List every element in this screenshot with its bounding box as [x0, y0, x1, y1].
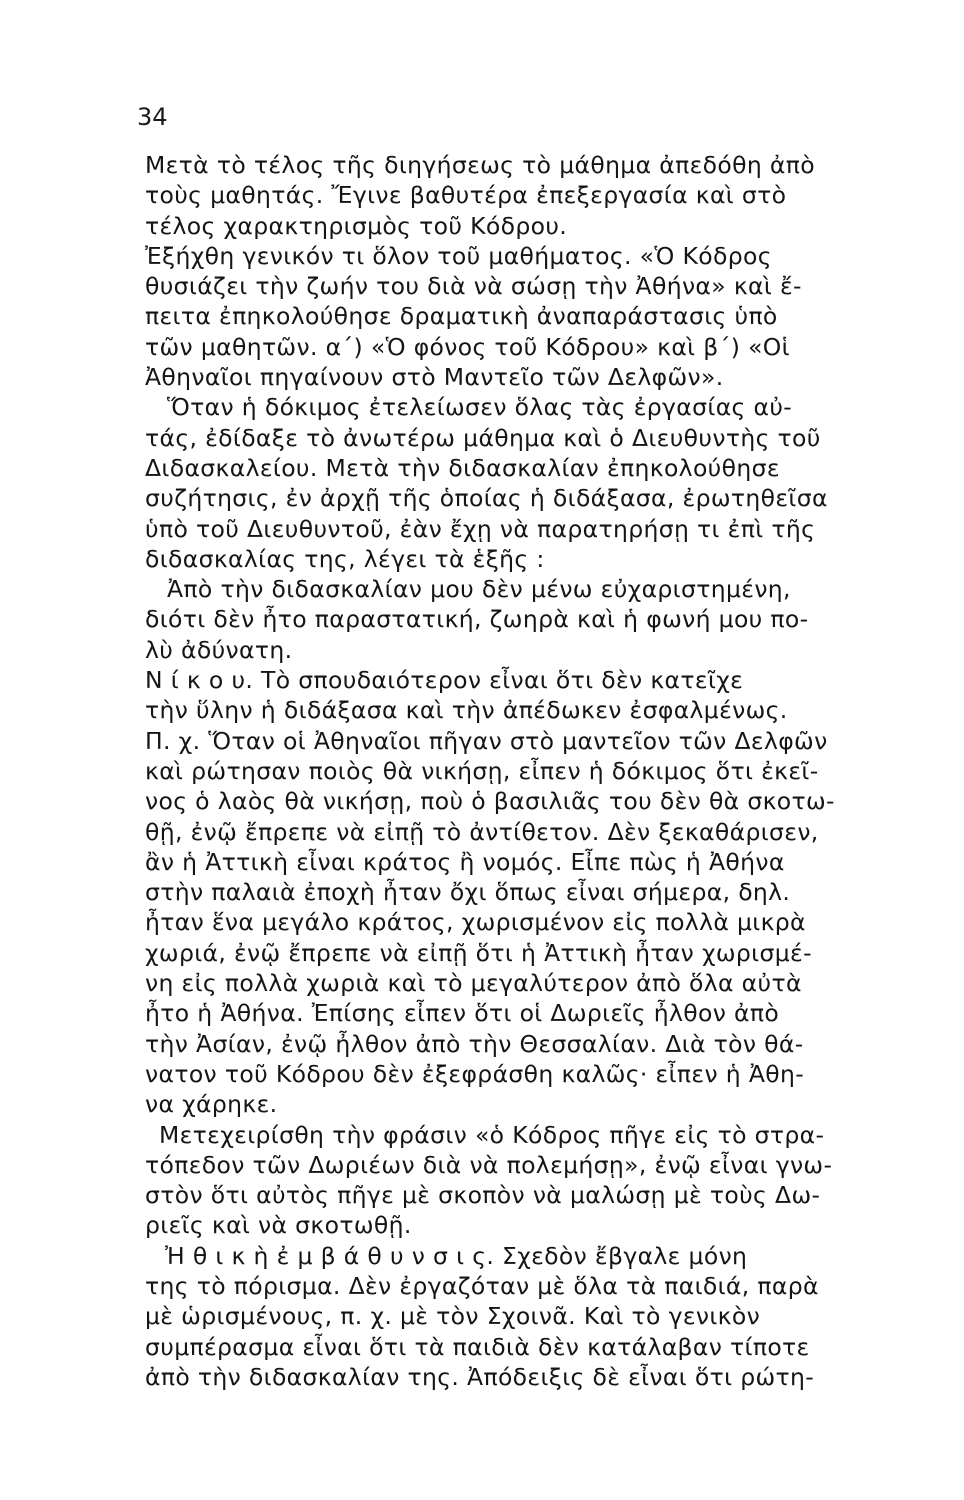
text-line: τέλος χαρακτηρισμὸς τοῦ Κόδρου. — [145, 211, 568, 240]
body-text — [145, 150, 885, 1392]
page-number: 34 — [137, 103, 168, 131]
text-line: τῶν μαθητῶν. α΄) «Ὁ φόνος τοῦ Κόδρου» καὶ β΄) «Οἱ — [145, 332, 790, 361]
text-line: στὴν παλαιὰ ἐποχὴ ἦταν ὄχι ὅπως εἶναι σήμερα, δηλ. — [145, 878, 791, 907]
text-line: Μετὰ τὸ τέλος τῆς διηγήσεως τὸ μάθημα ἀπεδόθη ἀπὸ — [145, 151, 815, 179]
text-line: τὴν Ἀσίαν, ἐνῷ ἦλθον ἀπὸ τὴν Θεσσαλίαν. Διὰ τὸν θά- — [145, 1029, 804, 1058]
text-line: Ὅταν ἡ δόκιμος ἐτελείωσεν ὅλας τὰς ἐργασίας αὐ- — [167, 393, 793, 422]
text-line: Διδασκαλείου. Μετὰ τὴν διδασκαλίαν ἐπηκολούθησε — [145, 453, 780, 482]
text-line: θυσιάζει τὴν ζωήν του διὰ νὰ σώσῃ τὴν Ἀθήνα» καὶ ἔ- — [145, 272, 802, 301]
text-line: Ἐξήχθη γενικόν τι ὅλον τοῦ μαθήματος. «Ὁ Κόδρος — [145, 241, 772, 270]
text-line: λὺ ἀδύνατη. — [145, 635, 293, 664]
text-line: θῇ, ἐνῷ ἔπρεπε νὰ εἰπῇ τὸ ἀντίθετον. Δὲν ξεκαθάρισεν, — [145, 817, 819, 846]
text-line: Π. χ. Ὅταν οἱ Ἀθηναῖοι πῆγαν στὸ μαντεῖον τῶν Δελφῶν — [145, 726, 828, 755]
text-line: νη εἰς πολλὰ χωριὰ καὶ τὸ μεγαλύτερον ἀπὸ ὅλα αὐτὰ — [145, 969, 802, 998]
text-line: τοὺς μαθητάς. Ἔγινε βαθυτέρα ἐπεξεργασία καὶ στὸ — [145, 181, 787, 210]
text-line: διότι δὲν ἦτο παραστατική, ζωηρὰ καὶ ἡ φωνή μου πο- — [145, 605, 809, 634]
text-line: να χάρηκε. — [145, 1090, 278, 1119]
text-line: Ν ί κ ο υ. Τὸ σπουδαιότερον εἶναι ὅτι δὲν κατεῖχε — [145, 666, 744, 695]
text-line: τὴν ὕλην ἡ διδάξασα καὶ τὴν ἀπέδωκεν ἐσφαλμένως. — [145, 696, 788, 725]
text-line: διδασκαλίας της, λέγει τὰ ἑξῆς : — [145, 544, 545, 573]
text-line: Ἀπὸ τὴν διδασκαλίαν μου δὲν μένω εὐχαριστημένη, — [167, 575, 791, 604]
text-line: πειτα ἐπηκολούθησε δραματικὴ ἀναπαράστασις ὑπὸ — [145, 302, 778, 331]
text-line: χωριά, ἐνῷ ἔπρεπε νὰ εἰπῇ ὅτι ἡ Ἀττικὴ ἦταν χωρισμέ- — [145, 938, 812, 967]
text-line: ἂν ἡ Ἀττικὴ εἶναι κράτος ἢ νομός. Εἶπε πὼς ἡ Ἀθήνα — [145, 847, 785, 876]
text-line: νατον τοῦ Κόδρου δὲν ἐξεφράσθη καλῶς· εἶπεν ἡ Ἀθη- — [145, 1059, 805, 1088]
text-line: ἦτο ἡ Ἀθήνα. Ἐπίσης εἶπεν ὅτι οἱ Δωριεῖς ἦλθον ἀπὸ — [145, 999, 780, 1028]
text-line: της τὸ πόρισμα. Δὲν ἐργαζόταν μὲ ὅλα τὰ παιδιά, παρὰ — [145, 1271, 819, 1300]
text-line: μὲ ὡρισμένους, π. χ. μὲ τὸν Σχοινᾶ. Καὶ τὸ γενικὸν — [145, 1302, 761, 1331]
text-line: Μετεχειρίσθη τὴν φράσιν «ὁ Κόδρος πῆγε εἰς τὸ στρα- — [159, 1120, 825, 1149]
text-line: συζήτησις, ἐν ἀρχῇ τῆς ὁποίας ἡ διδάξασα, ἐρωτηθεῖσα — [145, 484, 828, 513]
text-line: ριεῖς καὶ νὰ σκοτωθῇ. — [145, 1211, 412, 1240]
text-line: Ἀθηναῖοι πηγαίνουν στὸ Μαντεῖο τῶν Δελφῶν». — [145, 363, 724, 392]
text-line: στὸν ὅτι αὐτὸς πῆγε μὲ σκοπὸν νὰ μαλώσῃ μὲ τοὺς Δω- — [145, 1181, 821, 1210]
text-line: νος ὁ λαὸς θὰ νικήσῃ, ποὺ ὁ βασιλιᾶς του δὲν θὰ σκοτω- — [145, 787, 835, 816]
text-line: ἀπὸ τὴν διδασκαλίαν της. Ἀπόδειξις δὲ εἶναι ὅτι ρώτη- — [145, 1362, 815, 1391]
text-line: καὶ ρώτησαν ποιὸς θὰ νικήσῃ, εἶπεν ἡ δόκιμος ὅτι ἐκεῖ- — [145, 756, 819, 785]
text-line: Ἠ θ ι κ ὴ ἐ μ β ά θ υ ν σ ι ς. Σχεδὸν ἔβγαλε μόνη — [165, 1241, 748, 1270]
text-line: τόπεδον τῶν Δωριέων διὰ νὰ πολεμήσῃ», ἐνῷ εἶναι γνω- — [145, 1150, 833, 1179]
text-line: συμπέρασμα εἶναι ὅτι τὰ παιδιὰ δὲν κατάλαβαν τίποτε — [145, 1332, 810, 1361]
text-line: ὑπὸ τοῦ Διευθυντοῦ, ἐὰν ἔχῃ νὰ παρατηρήσῃ τι ἐπὶ τῆς — [145, 514, 816, 543]
text-line: ἦταν ἕνα μεγάλο κράτος, χωρισμένον εἰς πολλὰ μικρὰ — [145, 908, 806, 937]
text-line: τάς, ἐδίδαξε τὸ ἀνωτέρω μάθημα καὶ ὁ Διευθυντὴς τοῦ — [145, 423, 821, 452]
